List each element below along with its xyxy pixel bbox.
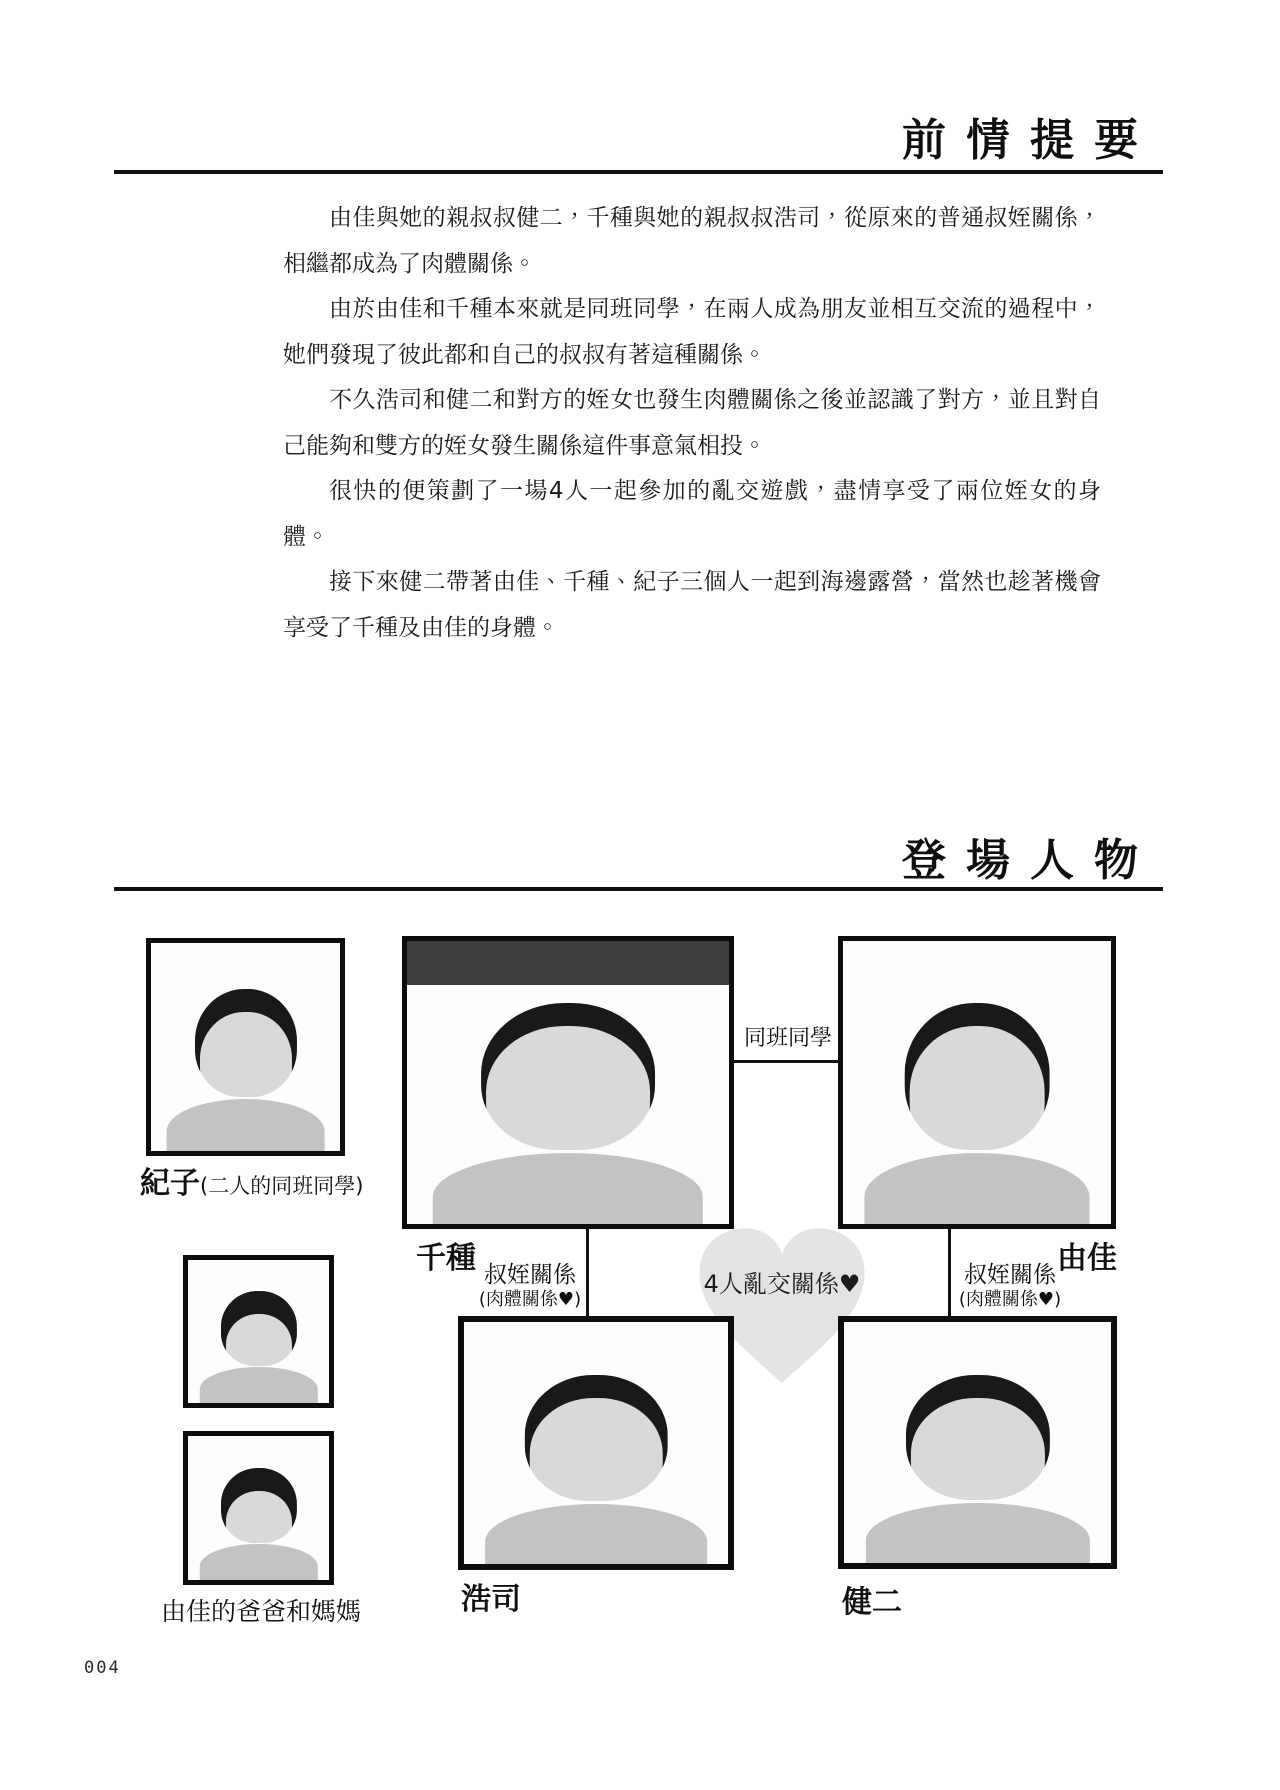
noriko-portrait-art	[151, 943, 340, 1151]
characters-title: 登場人物	[902, 835, 1158, 886]
uncle-niece-relation-text: 叔姪關係	[964, 1262, 1056, 1288]
synopsis-paragraph: 接下來健二帶著由佳、千種、紀子三個人一起到海邊露營，當然也趁著機會享受了千種及由佳的身體。	[283, 569, 1101, 641]
chigusa-name-label	[416, 1233, 476, 1277]
yuka-mother-portrait	[183, 1431, 334, 1585]
uncle-niece-relation-right	[954, 1262, 1066, 1311]
yuka-father-portrait-art	[188, 1260, 329, 1403]
kenji-portrait	[838, 1316, 1117, 1569]
koji-name: 浩司	[461, 1582, 521, 1617]
synopsis-title: 前情提要	[902, 115, 1158, 166]
yuka-portrait-art	[843, 941, 1111, 1224]
yuka-name: 由佳	[1057, 1241, 1117, 1276]
classmates-relation-label: 同班同學	[743, 1026, 832, 1051]
uncle-niece-relation-note: (肉體關係♥)	[478, 1289, 582, 1310]
chigusa-portrait	[402, 936, 734, 1229]
classmates-connector-line	[732, 1060, 840, 1063]
yuka-mother-portrait-art	[188, 1436, 329, 1580]
uncle-niece-relation-left	[474, 1262, 586, 1311]
synopsis-paragraph: 不久浩司和健二和對方的姪女也發生肉體關係之後並認識了對方，並且對自己能夠和雙方的姪女發生關係這件事意氣相投。	[283, 387, 1101, 459]
noriko-portrait	[146, 938, 345, 1156]
page-number: 004	[84, 1658, 121, 1678]
synopsis-paragraph: 很快的便策劃了一場4人一起參加的亂交遊戲，盡情享受了兩位姪女的身體。	[283, 478, 1101, 550]
synopsis-divider	[114, 170, 1163, 174]
noriko-name: 紀子	[140, 1166, 200, 1201]
noriko-note: (二人的同班同學)	[200, 1174, 364, 1198]
kenji-name-label	[842, 1577, 902, 1621]
koji-name-label	[461, 1574, 521, 1618]
orgy-relation-label: 4人亂交關係♥	[703, 1270, 861, 1298]
yuka-name-label	[1057, 1233, 1117, 1277]
yuka-parents-label: 由佳的爸爸和媽媽	[160, 1597, 361, 1626]
chigusa-name: 千種	[416, 1241, 476, 1276]
yuka-kenji-connector-line	[948, 1227, 951, 1318]
kenji-portrait-art	[844, 1322, 1111, 1563]
koji-portrait-art	[464, 1322, 728, 1564]
yuka-father-portrait	[183, 1255, 334, 1408]
kenji-name: 健二	[842, 1585, 902, 1620]
synopsis-paragraph: 由於由佳和千種本來就是同班同學，在兩人成為朋友並相互交流的過程中，她們發現了彼此都和自己的叔叔有著這種關係。	[283, 296, 1101, 368]
characters-divider	[114, 887, 1163, 891]
koji-portrait	[458, 1316, 734, 1570]
uncle-niece-relation-note: (肉體關係♥)	[958, 1289, 1062, 1310]
chigusa-photo-band	[407, 941, 729, 985]
yuka-portrait	[838, 936, 1116, 1229]
chigusa-koji-connector-line	[586, 1227, 589, 1318]
noriko-name-label	[140, 1158, 363, 1202]
synopsis-body	[283, 196, 1101, 651]
synopsis-paragraph: 由佳與她的親叔叔健二，千種與她的親叔叔浩司，從原來的普通叔姪關係，相繼都成為了肉體關係。	[283, 205, 1101, 277]
uncle-niece-relation-text: 叔姪關係	[484, 1262, 576, 1288]
